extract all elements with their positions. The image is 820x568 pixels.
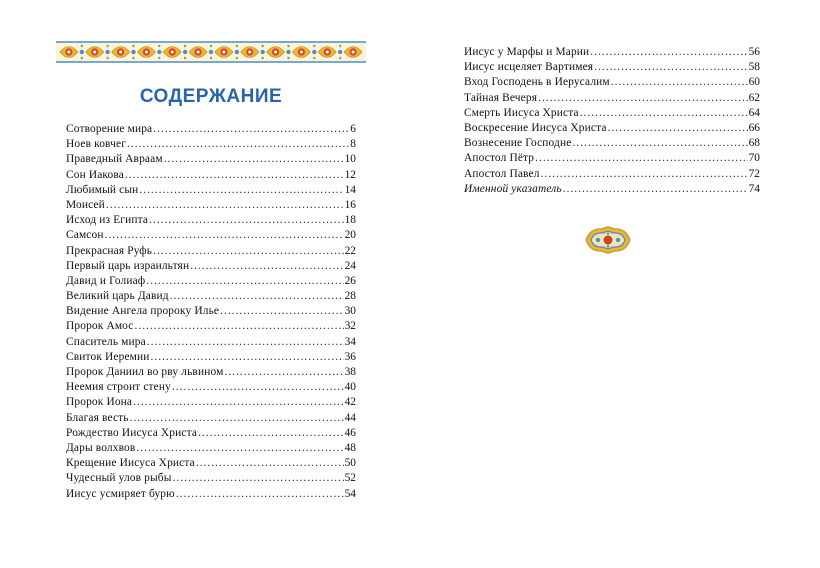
- band-motif-bead-bottom: [184, 57, 186, 59]
- band-motif-bead-top: [261, 45, 263, 47]
- toc-leader-dots: [541, 167, 748, 182]
- page-title: СОДЕРЖАНИЕ: [139, 86, 283, 107]
- toc-leader-dots: [198, 426, 344, 441]
- toc-entry-page: 50: [344, 457, 356, 470]
- band-motif-dot: [197, 51, 200, 54]
- toc-entry[interactable]: [66, 456, 356, 471]
- toc-entry-page: 18: [344, 214, 356, 227]
- toc-entry-title: Благая весть: [66, 411, 129, 424]
- toc-entry[interactable]: [66, 350, 356, 365]
- band-motif-dot: [274, 51, 277, 54]
- toc-leader-dots: [590, 45, 747, 60]
- right-page: [410, 0, 820, 568]
- toc-leader-dots: [594, 60, 747, 75]
- toc-entry-title: Самсон: [66, 229, 104, 242]
- toc-entry-page: 30: [344, 305, 356, 318]
- toc-entry[interactable]: [66, 441, 356, 456]
- toc-entry-title: Пророк Даниил во рву львином: [66, 366, 224, 378]
- toc-entry-page: 42: [344, 396, 356, 409]
- toc-entry[interactable]: [66, 335, 356, 350]
- toc-entry-page: 56: [748, 46, 760, 58]
- toc-leader-dots: [133, 395, 343, 410]
- toc-leader-dots: [538, 91, 748, 106]
- band-motif-bead: [105, 50, 109, 54]
- toc-entry-page: 34: [344, 335, 356, 348]
- toc-entry-page: 14: [344, 183, 356, 196]
- toc-entry[interactable]: [464, 151, 760, 166]
- toc-entry-page: 16: [344, 198, 356, 211]
- toc-entry[interactable]: [66, 183, 356, 198]
- toc-entry-title: Неемия строит стену: [66, 381, 171, 394]
- toc-entry-title: Дары волхвов: [66, 441, 136, 454]
- toc-entry[interactable]: [464, 136, 760, 151]
- band-motif-bead-top: [158, 45, 160, 47]
- toc-entry-title: Воскресение Иисуса Христа: [464, 121, 607, 134]
- band-motif-bead-bottom: [261, 57, 263, 59]
- toc-entry[interactable]: [66, 365, 356, 380]
- band-motif-bead-bottom: [81, 57, 83, 59]
- toc-leader-dots: [164, 152, 344, 167]
- toc-entry[interactable]: [66, 137, 356, 152]
- band-motif-bead-top: [236, 45, 238, 47]
- band-motif-dot: [248, 51, 251, 54]
- toc-entry-page: 62: [748, 91, 760, 104]
- toc-list-right: [464, 45, 760, 197]
- medallion-ornament-icon: [582, 224, 634, 256]
- toc-leader-dots: [149, 213, 344, 228]
- band-motif-bead-bottom: [132, 57, 134, 59]
- toc-entry-page: 32: [344, 320, 356, 333]
- toc-leader-dots: [146, 274, 343, 289]
- medallion-center: [604, 236, 612, 244]
- toc-entry-page: 12: [344, 168, 356, 181]
- toc-entry-title: Вход Господень в Иерусалим: [464, 76, 610, 89]
- toc-leader-dots: [170, 289, 344, 304]
- band-motif-bead: [183, 50, 187, 54]
- band-motif-bead: [312, 50, 316, 54]
- toc-leader-dots: [105, 228, 344, 243]
- toc-entry-page: 58: [748, 61, 760, 74]
- toc-entry[interactable]: [66, 168, 356, 183]
- toc-entry[interactable]: [464, 121, 760, 136]
- toc-entry[interactable]: [66, 380, 356, 395]
- band-motif-dot: [171, 51, 174, 54]
- band-motif-dot: [145, 51, 148, 54]
- toc-entry-page: 10: [344, 153, 356, 166]
- band-motif-bead: [338, 50, 342, 54]
- toc-entry-title: Пророк Амос: [66, 320, 134, 333]
- toc-entry-title: Великий царь Давид: [66, 290, 169, 303]
- toc-leader-dots: [136, 441, 343, 456]
- toc-leader-dots: [106, 198, 344, 213]
- toc-entry-page: 38: [344, 366, 356, 378]
- toc-entry-title: Рождество Иисуса Христа: [66, 426, 198, 439]
- band-motif-bead-top: [339, 45, 341, 47]
- toc-entry[interactable]: [464, 75, 760, 90]
- toc-entry-page: 26: [344, 274, 356, 287]
- toc-entry-title: Свиток Иеремии: [66, 350, 150, 363]
- band-motif-bead-top: [313, 45, 315, 47]
- toc-entry-page: 22: [344, 244, 356, 257]
- toc-entry[interactable]: [66, 213, 356, 228]
- toc-entry-page: 70: [748, 152, 760, 165]
- toc-entry[interactable]: [66, 471, 356, 486]
- toc-entry[interactable]: [66, 228, 356, 243]
- toc-entry-title: Иисус у Марфы и Марии: [464, 46, 590, 58]
- toc-entry[interactable]: [66, 304, 356, 319]
- medallion-dot-top: [607, 233, 610, 236]
- toc-entry[interactable]: [66, 426, 356, 441]
- toc-entry[interactable]: [66, 152, 356, 167]
- band-motif-dot: [300, 51, 303, 54]
- toc-entry-title: Сотворение мира: [66, 123, 153, 135]
- toc-entry-page: 68: [748, 137, 760, 150]
- band-motif-bead: [235, 50, 239, 54]
- toc-entry-title: Апостол Пётр: [464, 152, 535, 165]
- toc-entry-page: 8: [350, 138, 356, 151]
- toc-leader-dots: [130, 411, 344, 426]
- band-motif-bead-top: [132, 45, 134, 47]
- toc-leader-dots: [580, 106, 748, 121]
- toc-entry-page: 6: [350, 123, 356, 135]
- toc-entry[interactable]: [66, 411, 356, 426]
- toc-entry[interactable]: [464, 167, 760, 182]
- band-motif-bead: [260, 50, 264, 54]
- toc-entry-page: 54: [344, 487, 356, 500]
- toc-leader-dots: [125, 168, 344, 183]
- toc-entry-page: 20: [344, 229, 356, 242]
- toc-entry[interactable]: [66, 122, 356, 137]
- toc-entry-title: Видение Ангела пророку Илье: [66, 305, 220, 318]
- toc-entry-title: Тайная Вечеря: [464, 91, 538, 104]
- toc-leader-dots: [153, 244, 343, 259]
- ornament-band-icon: [56, 40, 366, 64]
- toc-entry[interactable]: [464, 106, 760, 121]
- toc-entry-page: 72: [748, 167, 760, 180]
- toc-entry-page: 66: [748, 121, 760, 134]
- toc-entry-page: 60: [748, 76, 760, 89]
- toc-entry-title: Моисей: [66, 198, 105, 211]
- toc-leader-dots: [535, 151, 747, 166]
- toc-leader-dots: [135, 319, 344, 334]
- toc-entry-title: Смерть Иисуса Христа: [464, 106, 579, 119]
- toc-entry-page: 44: [344, 411, 356, 424]
- toc-entry-page: 74: [748, 182, 760, 195]
- toc-entry[interactable]: [66, 289, 356, 304]
- toc-entry-title: Иисус усмиряет бурю: [66, 487, 175, 500]
- toc-entry-page: 24: [344, 259, 356, 272]
- band-motif-bead: [209, 50, 213, 54]
- toc-entry-title: Спаситель мира: [66, 335, 146, 348]
- toc-entry-title: Чудесный улов рыбы: [66, 472, 172, 485]
- toc-leader-dots: [220, 304, 343, 319]
- toc-leader-dots: [173, 471, 344, 486]
- toc-entry-page: 64: [748, 106, 760, 119]
- band-motif-bead-bottom: [287, 57, 289, 59]
- toc-entry-title: Пророк Иона: [66, 396, 133, 409]
- toc-leader-dots: [153, 122, 349, 137]
- medallion-dot-bottom: [607, 245, 610, 248]
- band-motif-bead-bottom: [236, 57, 238, 59]
- toc-entry[interactable]: [66, 395, 356, 410]
- toc-entry-page: 36: [344, 350, 356, 363]
- toc-entry-title: Первый царь израильтян: [66, 259, 190, 272]
- toc-entry[interactable]: [66, 259, 356, 274]
- toc-entry[interactable]: [66, 274, 356, 289]
- toc-entry[interactable]: [464, 45, 760, 60]
- toc-entry-page: 52: [344, 472, 356, 485]
- band-motif-bead-top: [106, 45, 108, 47]
- toc-entry-title: Любимый сын: [66, 183, 139, 196]
- toc-entry[interactable]: [464, 60, 760, 75]
- band-motif-dot: [119, 51, 122, 54]
- toc-entry-page: 48: [344, 441, 356, 454]
- band-motif-dot: [67, 51, 70, 54]
- toc-leader-dots: [572, 136, 747, 151]
- toc-leader-dots: [563, 182, 748, 197]
- toc-entry-page: 40: [344, 381, 356, 394]
- toc-leader-dots: [224, 365, 343, 380]
- toc-leader-dots: [172, 380, 344, 395]
- band-motif-dot: [93, 51, 96, 54]
- band-motif-bead: [80, 50, 84, 54]
- toc-entry-title: Апостол Павел: [464, 167, 540, 180]
- toc-leader-dots: [196, 456, 344, 471]
- band-motif-bead: [286, 50, 290, 54]
- band-motif-bead-top: [210, 45, 212, 47]
- toc-entry[interactable]: [66, 198, 356, 213]
- band-motif-bead-bottom: [339, 57, 341, 59]
- medallion-dot-left: [596, 238, 600, 242]
- toc-entry-title: Именной указатель: [464, 182, 562, 195]
- band-motif-dot: [222, 51, 225, 54]
- toc-leader-dots: [147, 335, 344, 350]
- toc-entry[interactable]: [464, 91, 760, 106]
- band-motif-bead: [157, 50, 161, 54]
- toc-entry-title: Прекрасная Руфь: [66, 244, 153, 257]
- band-motif-bead-top: [81, 45, 83, 47]
- band-motif-bead-bottom: [210, 57, 212, 59]
- toc-leader-dots: [151, 350, 344, 365]
- toc-entry-title: Сон Иакова: [66, 168, 124, 181]
- toc-leader-dots: [611, 75, 748, 90]
- toc-entry-title: Исход из Египта: [66, 214, 149, 227]
- band-motif-dot: [352, 51, 355, 54]
- toc-entry-page: 28: [344, 290, 356, 303]
- medallion-dot-right: [616, 238, 620, 242]
- toc-entry[interactable]: [66, 244, 356, 259]
- toc-entry-title: Праведный Авраам: [66, 153, 163, 166]
- band-motif-bead-top: [287, 45, 289, 47]
- toc-entry-title: Давид и Голиаф: [66, 274, 146, 287]
- toc-leader-dots: [139, 183, 343, 198]
- toc-entry-title: Крещение Иисуса Христа: [66, 457, 195, 470]
- toc-entry-title: Ноев ковчег: [66, 138, 127, 151]
- band-motif-bead-bottom: [313, 57, 315, 59]
- toc-leader-dots: [176, 487, 344, 502]
- band-motif-bead-bottom: [158, 57, 160, 59]
- toc-leader-dots: [190, 259, 343, 274]
- toc-leader-dots: [608, 121, 748, 136]
- band-motif-bead: [131, 50, 135, 54]
- band-motif-bead-top: [184, 45, 186, 47]
- toc-entry-index[interactable]: [464, 182, 760, 197]
- toc-entry[interactable]: [66, 487, 356, 502]
- toc-entry-title: Иисус исцеляет Вартимея: [464, 61, 594, 74]
- band-motif-bead-bottom: [106, 57, 108, 59]
- toc-entry[interactable]: [66, 319, 356, 334]
- toc-entry-page: 46: [344, 426, 356, 439]
- toc-list-left: [66, 122, 356, 502]
- band-motif-dot: [326, 51, 329, 54]
- toc-leader-dots: [127, 137, 349, 152]
- toc-entry-title: Вознесение Господне: [464, 137, 572, 150]
